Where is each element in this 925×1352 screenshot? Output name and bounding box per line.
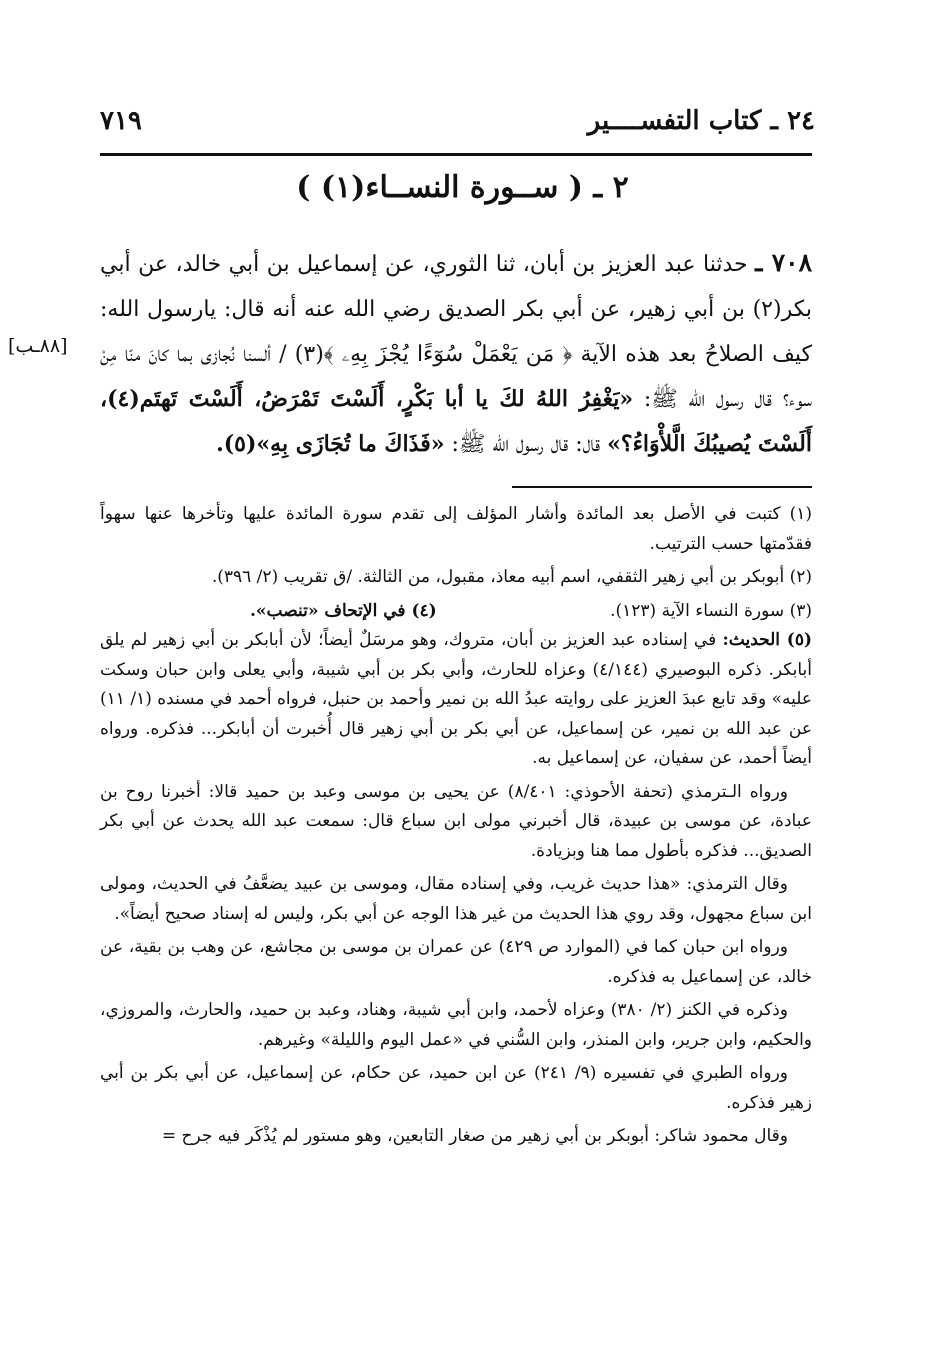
hadith-body-1: حدثنا عبد العزيز بن أبان، ثنا الثوري، عن إسماعيل بن أبي خالد، عن أبي بكر(٢) بن أبي زهير، عن أبي بكر الصديق رضي الله عنه أنه قال: يارسول الله: كيف الصلاحُ بعد هذه الآية ﴿ مَن يَعْمَلْ سُوٓءًا يُجْزَ بِهِۦ ﴾(٣) / ألسنا نُجازى بما كانَ منّا مِنْ سوء؟ قال رسول الله ﷺ: <box>100 252 812 412</box>
running-header <box>100 100 815 150</box>
hadith-text <box>100 240 812 467</box>
footnote-3: (٣) سورة النساء الآية (١٢٣). <box>610 600 812 621</box>
footnote-5-para-4: ورواه ابن حبان كما في (الموارد ص ٤٢٩) عن عمران بن موسى بن مجاشع، عن وهب بن بقية، عن خالد، عن إسماعيل به فذكره. <box>100 937 812 987</box>
hadith-body-2: قال: قال رسول الله ﷺ: <box>451 432 601 457</box>
margin-folio-note: [٨٨ـب] <box>8 335 68 357</box>
footnote-5-para-7: وقال محمود شاكر: أبوبكر بن أبي زهير من صغار التابعين، وهو مستور لم يُذْكَر فيه جرح = <box>161 1126 788 1146</box>
header-rule <box>100 153 812 156</box>
footnote-5-para-6: ورواه الطبري في تفسيره (٩/ ٢٤١) عن ابن حميد، عن حكام، عن إسماعيل، عن أبي بكر بن أبي زهير فذكره. <box>100 1063 812 1113</box>
footnote-5-para-3: وقال الترمذي: «هذا حديث غريب، وفي إسناده مقال، وموسى بن عبيد يضعَّفُ في الحديث، ومولى ابن سباع مجهول، وقد روي هذا الحديث من غير هذا الوجه عن أبي بكر، وليس له إسناد صحيح أيضاً». <box>100 874 812 924</box>
page-number: ٧١٩ <box>100 106 142 136</box>
footnote-5-para-2: ورواه الـترمذي (تحفة الأحوذي: ٨/٤٠١) عن يحيى بن موسى وعبد بن حميد قالا: أخبرنا روح بن عبادة، عن موسى بن عبيدة، قال أخبرني مولى ابن سباع قال: سمعت عبد الله يحدث عن أبي بكر الصديق... فذكره بأطول مما هنا وبزيادة. <box>100 781 812 861</box>
footnote-5 <box>100 626 812 774</box>
footnote-2: (٢) أبوبكر بن أبي زهير الثقفي، اسم أبيه معاذ، مقبول، من الثالثة. /ق تقريب (٢/ ٣٩٦). <box>211 567 812 587</box>
footnote-5-label: (٥) الحديث: <box>722 630 813 650</box>
footnotes <box>100 500 812 1156</box>
footnote-4: (٤) في الإتحاف «تنصب». <box>250 600 437 621</box>
hadith-quote-2: «فَذَاكَ ما تُجَازَى بِهِ»(٥). <box>216 431 445 457</box>
footnote-5-para-1: في إسناده عبد العزيز بن أبان، متروك، وهو مرسَلٌ أيضاً؛ لأن أبابكر بن أبي زهير لم يلق أبابكر. ذكره البوصيري (٤/١٤٤) وعزاه للحارث، وأبي بكر بن أبي شيبة، وأبي يعلى وابن حبان وسكت عليه» وقد تابع عبدَ العزيز على روايته عبدُ الله بن نمير وأحمد بن حنبل، فرواه أحمد في مسنده (١/ ١١) عن عبد الله بن نمير، عن إسماعيل، عن أبي بكر بن أبي زهير قال أُخبرت أن أبابكر... فذكره. ورواه أيضاً أحمد، عن سفيان، عن إسماعيل به. <box>100 630 812 768</box>
footnote-rule <box>512 486 812 488</box>
footnotes-3-4 <box>100 597 812 627</box>
surah-heading: ٢ ـ ( ســورة النســاء(١) ) <box>296 170 629 205</box>
footnote-5-para-5: وذكره في الكنز (٢/ ٣٨٠) وعزاه لأحمد، وابن أبي شيبة، وهناد، وعبد بن حميد، والحارث، والمروزي، والحكيم، وابن جرير، وابن المنذر، وابن السُّني في «عمل اليوم والليلة» وغيرهم. <box>100 1000 812 1050</box>
hadith-number: ٧٠٨ ـ <box>755 248 813 277</box>
footnote-1: (١) كتبت في الأصل بعد المائدة وأشار المؤلف إلى تقدم سورة المائدة عليها وتأخرها عنها سهواً فقدّمتها حسب الترتيب. <box>100 504 812 554</box>
book-title: ٢٤ ـ كتاب التفســــير <box>587 106 815 136</box>
hadith-quote-1: «يَغْفِرُ اللهُ لكَ يا أبا بَكْرٍ، أَلَسْتَ تَمْرَضُ، أَلَسْتَ تَهتَم(٤)، أَلَسْتَ يُصيبُكَ الَّلأْوَاءُ؟» <box>100 386 812 457</box>
